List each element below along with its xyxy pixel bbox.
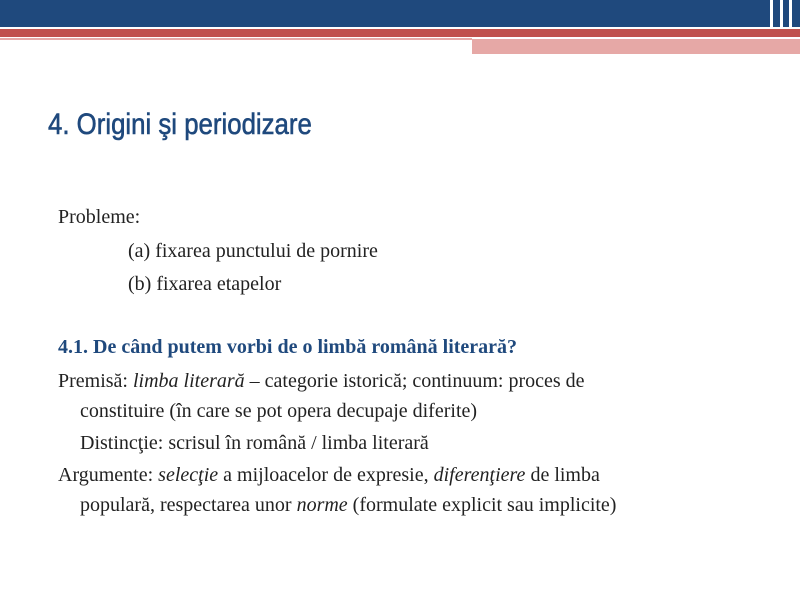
argumente-mid-2: de limba	[525, 464, 600, 486]
header-red-bar	[0, 29, 800, 37]
argumente-line-2	[80, 494, 616, 517]
probleme-item-a: (a) fixarea punctului de pornire	[128, 240, 378, 262]
premisa-line-1	[58, 370, 585, 393]
argumente-mid-1: a mijloacelor de expresie,	[218, 464, 434, 486]
premisa-line-2: constituire (în care se pot opera decupaje diferite)	[80, 400, 478, 422]
probleme-label: Probleme:	[58, 206, 141, 228]
argumente-line2-start: populară, respectarea unor	[80, 494, 297, 516]
header-stripe	[789, 0, 792, 27]
argumente-line2-end: (formulate explicit sau implicite)	[347, 494, 617, 516]
header-pink-bar	[472, 39, 800, 54]
slide-title: 4. Origini şi periodizare	[48, 108, 312, 141]
section-heading: 4.1. De când putem vorbi de o limbă română literară?	[58, 336, 518, 358]
distinctie-line: Distincţie: scrisul în română / limba literară	[80, 432, 429, 454]
premisa-italic: limba literară	[133, 370, 245, 392]
header-thin-line	[0, 38, 472, 40]
header-stripe	[780, 0, 783, 27]
header-band	[0, 0, 800, 27]
argumente-italic-norme: norme	[296, 494, 348, 516]
probleme-item-b: (b) fixarea etapelor	[128, 273, 282, 295]
premisa-rest: – categorie istorică; continuum: proces de	[244, 370, 585, 392]
argumente-italic-selectie: selecţie	[158, 464, 219, 486]
header-stripe	[770, 0, 773, 27]
argumente-line-1	[58, 464, 600, 487]
premisa-label: Premisă:	[58, 370, 133, 392]
argumente-italic-diferentiere: diferenţiere	[433, 464, 526, 486]
argumente-label: Argumente:	[58, 464, 159, 486]
